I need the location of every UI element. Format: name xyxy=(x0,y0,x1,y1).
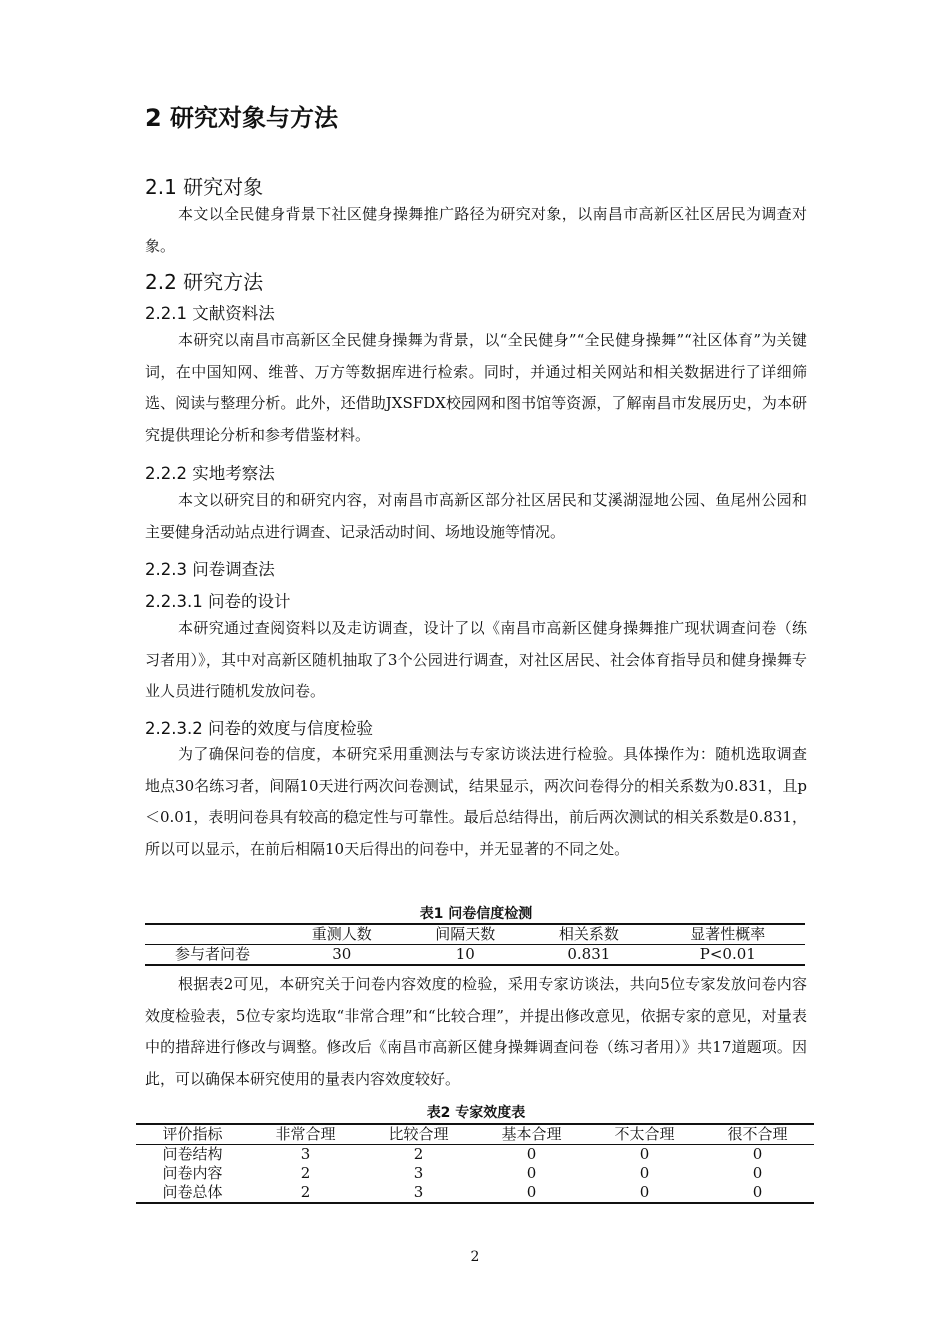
table-cell: 3 xyxy=(413,1183,424,1201)
table-header-cell: 重测人数 xyxy=(280,924,404,945)
table-header-row xyxy=(136,1124,814,1145)
table-cell: 0.831 xyxy=(567,945,611,963)
expert-validity-table xyxy=(136,1123,814,1204)
section-heading-2-2-3: 2.2.3 问卷调查法 xyxy=(145,560,275,579)
table-cell: 0 xyxy=(526,1164,537,1182)
table-cell: 30 xyxy=(332,945,352,963)
table-cell: 参与者问卷 xyxy=(174,945,250,963)
table-cell: 0 xyxy=(639,1183,650,1201)
table-header-cell: 非常合理 xyxy=(249,1124,362,1145)
section-heading-2-2-1: 2.2.1 文献资料法 xyxy=(145,304,275,323)
table-cell: 0 xyxy=(752,1145,763,1163)
page-number: 2 xyxy=(470,1249,480,1265)
table-cell: 3 xyxy=(300,1145,311,1163)
table-header-cell: 不太合理 xyxy=(588,1124,701,1145)
table-header-row xyxy=(145,924,805,945)
table-row xyxy=(136,1145,814,1165)
table-cell: 3 xyxy=(413,1164,424,1182)
table-cell: P<0.01 xyxy=(699,945,756,963)
table-cell: 0 xyxy=(752,1183,763,1201)
paragraph-after-table1: 根据表2可见，本研究关于问卷内容效度的检验，采用专家访谈法，共向5位专家发放问卷内容效度检验表，5位专家均选取“非常合理”和“比较合理”，并提出修改意见，依据专家的意见，对量表中的措辞进行修改与调整。修改后《南昌市高新区健身操舞调查问卷（练习者用）》共17道题项。因此，可以确保本研究使用的量表内容效度较好。 xyxy=(145,975,807,1088)
section-heading-2-1: 2.1 研究对象 xyxy=(145,175,264,199)
section-heading-2-2-3-2: 2.2.3.2 问卷的效度与信度检验 xyxy=(145,719,373,738)
table-cell: 问卷总体 xyxy=(162,1183,223,1201)
table-header-cell: 很不合理 xyxy=(701,1124,814,1145)
table-header-cell: 相关系数 xyxy=(527,924,651,945)
paragraph-2-2-2: 本文以研究目的和研究内容，对南昌市高新区部分社区居民和艾溪湖湿地公园、鱼尾州公园和主要健身活动站点进行调查、记录活动时间、场地设施等情况。 xyxy=(145,491,807,541)
table-cell: 问卷结构 xyxy=(162,1145,223,1163)
table-cell: 2 xyxy=(413,1145,424,1163)
table-row xyxy=(145,945,805,966)
table-header-cell: 间隔天数 xyxy=(404,924,528,945)
reliability-table xyxy=(145,923,805,966)
chapter-heading: 2 研究对象与方法 xyxy=(145,104,339,132)
section-heading-2-2-2: 2.2.2 实地考察法 xyxy=(145,464,275,483)
paragraph-2-2-3-2: 为了确保问卷的信度，本研究采用重测法与专家访谈法进行检验。具体操作为：随机选取调查地点30名练习者，间隔10天进行两次问卷测试，结果显示，两次问卷得分的相关系数为0.831，且p＜0.01，表明问卷具有较高的稳定性与可靠性。最后总结得出，前后两次测试的相关系数是0.831，所以可以显示，在前后相隔10天后得出的问卷中，并无显著的不同之处。 xyxy=(145,745,807,858)
table-cell: 0 xyxy=(526,1183,537,1201)
table-cell: 0 xyxy=(526,1145,537,1163)
table-cell: 0 xyxy=(639,1164,650,1182)
table-cell: 2 xyxy=(300,1183,311,1201)
table-header-cell: 显著性概率 xyxy=(651,924,805,945)
table-header-cell: 比较合理 xyxy=(362,1124,475,1145)
table-header-cell xyxy=(145,924,280,945)
paragraph-2-2-1: 本研究以南昌市高新区全民健身操舞为背景，以“全民健身”“全民健身操舞”“社区体育”为关键词，在中国知网、维普、万方等数据库进行检索。同时，并通过相关网站和相关数据进行了详细筛选、阅读与整理分析。此外，还借助JXSFDX校园网和图书馆等资源，了解南昌市发展历史，为本研究提供理论分析和参考借鉴材料。 xyxy=(145,331,807,444)
paragraph-2-2-3-1: 本研究通过查阅资料以及走访调查，设计了以《南昌市高新区健身操舞推广现状调查问卷（练习者用）》，其中对高新区随机抽取了3个公园进行调查，对社区居民、社会体育指导员和健身操舞专业人员进行随机发放问卷。 xyxy=(145,619,807,700)
table-cell: 0 xyxy=(752,1164,763,1182)
paragraph-2-1: 本文以全民健身背景下社区健身操舞推广路径为研究对象，以南昌市高新区社区居民为调查对象。 xyxy=(145,205,807,255)
table-row xyxy=(136,1183,814,1203)
section-heading-2-2: 2.2 研究方法 xyxy=(145,270,264,294)
section-heading-2-2-3-1: 2.2.3.1 问卷的设计 xyxy=(145,592,291,611)
table-cell: 2 xyxy=(300,1164,311,1182)
table-cell: 问卷内容 xyxy=(162,1164,223,1182)
table-header-cell: 基本合理 xyxy=(475,1124,588,1145)
table2-caption: 表2 专家效度表 xyxy=(426,1105,526,1121)
table1-caption: 表1 问卷信度检测 xyxy=(419,906,533,922)
table-cell: 10 xyxy=(455,945,475,963)
table-cell: 0 xyxy=(639,1145,650,1163)
table-row xyxy=(136,1164,814,1183)
table-header-cell: 评价指标 xyxy=(136,1124,249,1145)
